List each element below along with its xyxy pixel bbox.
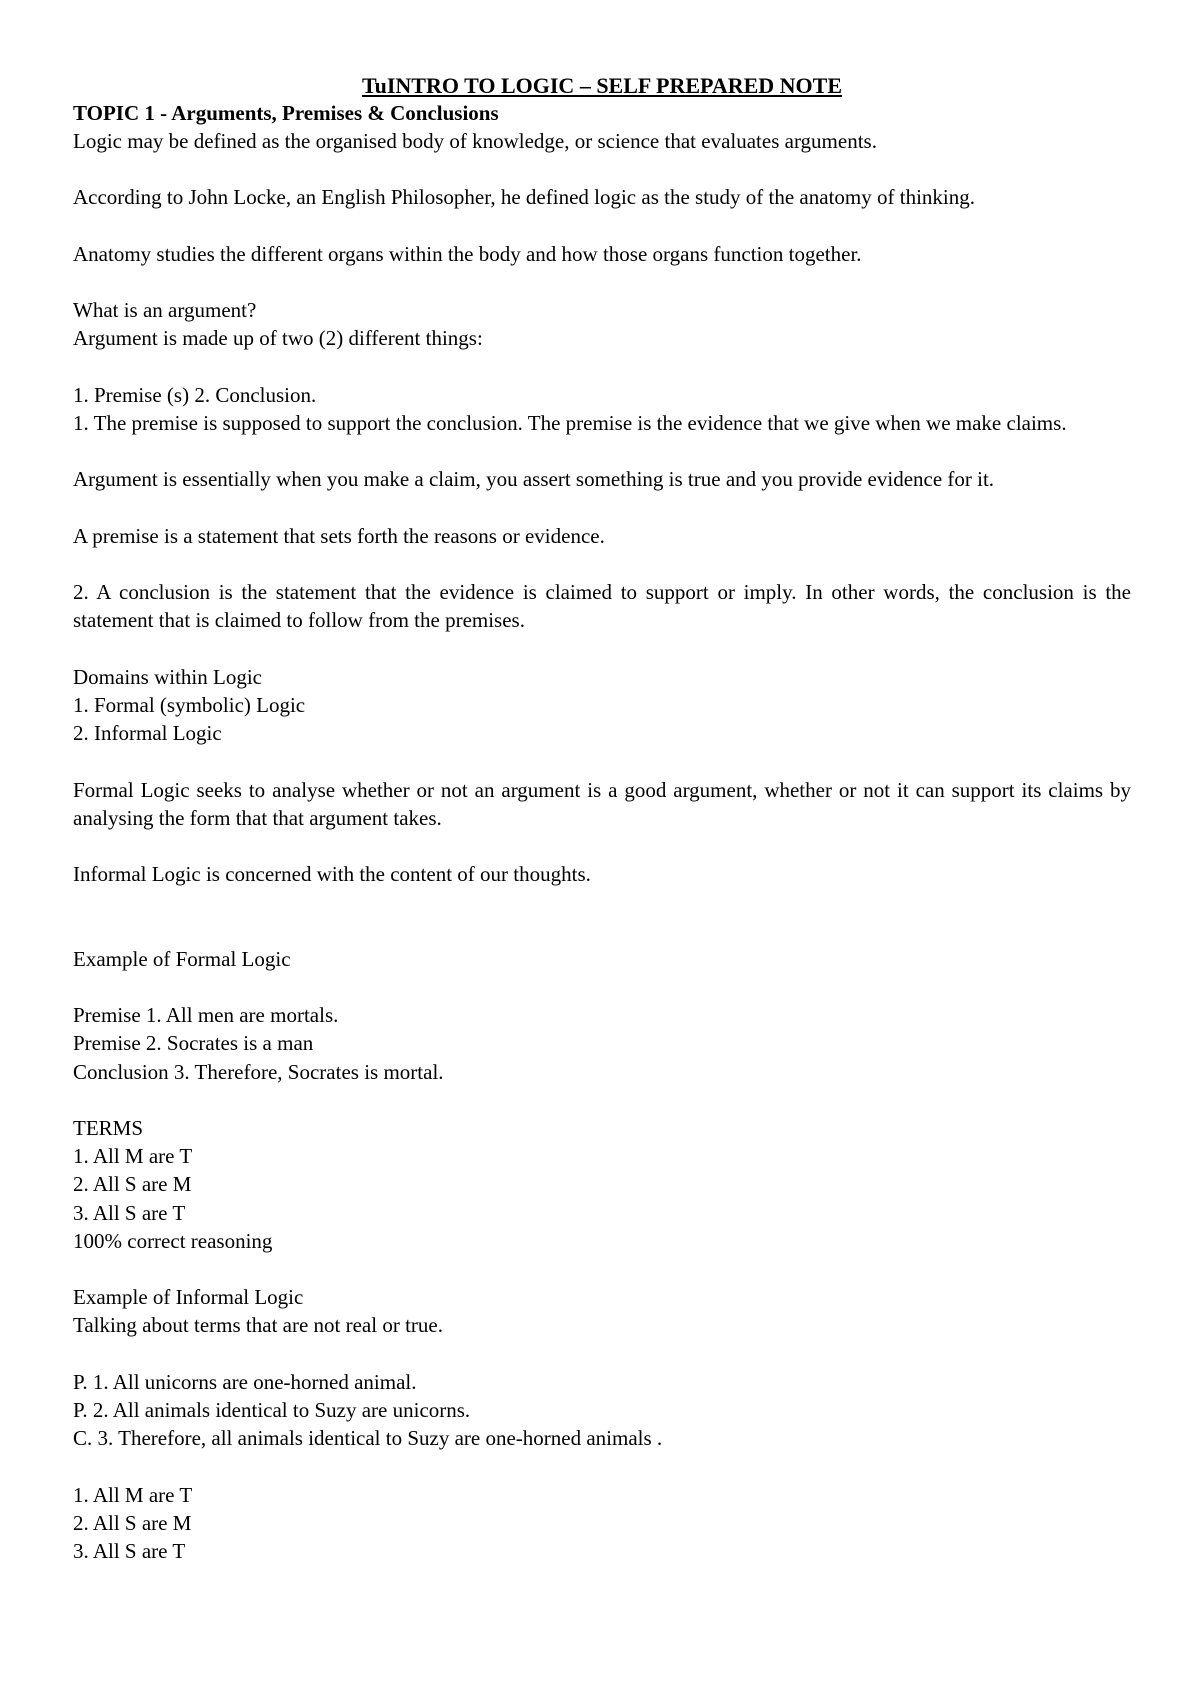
argument-essence-paragraph: Argument is essentially when you make a claim, you assert something is true and you provide evidence for it. <box>73 467 995 492</box>
anatomy-paragraph: Anatomy studies the different organs within the body and how those organs function together. <box>73 241 862 266</box>
argument-parts-intro: Argument is made up of two (2) different things: <box>73 326 483 351</box>
topic-heading: TOPIC 1 - Arguments, Premises & Conclusions <box>73 101 499 125</box>
conclusion-definition-paragraph: 2. A conclusion is the statement that the evidence is claimed to support or imply. In other words, the conclusion is the statement that is claimed to follow from the premises. <box>73 580 1131 633</box>
terms-line: 3. All S are T <box>73 1200 186 1225</box>
informal-terms-line: 3. All S are T <box>73 1538 186 1563</box>
domain-item: 2. Informal Logic <box>73 721 222 746</box>
formal-logic-description: Formal Logic seeks to analyse whether or not an argument is a good argument, whether or not it can support its claims by analysing the form that that argument takes. <box>73 777 1131 830</box>
terms-heading: TERMS <box>73 1115 144 1140</box>
informal-example-heading: Example of Informal Logic <box>73 1285 304 1310</box>
premise-definition: A premise is a statement that sets forth the reasons or evidence. <box>73 523 605 548</box>
locke-definition: According to John Locke, an English Philosopher, he defined logic as the study of the anatomy of thinking. <box>73 185 975 210</box>
informal-example-line: P. 2. All animals identical to Suzy are unicorns. <box>73 1397 471 1422</box>
formal-example-heading: Example of Formal Logic <box>73 946 291 971</box>
formal-example-line: Conclusion 3. Therefore, Socrates is mortal. <box>73 1059 444 1084</box>
document-body <box>73 72 1131 1565</box>
formal-example-line: Premise 1. All men are mortals. <box>73 1003 339 1028</box>
terms-line: 2. All S are M <box>73 1172 192 1197</box>
domain-item: 1. Formal (symbolic) Logic <box>73 692 306 717</box>
informal-terms-line: 2. All S are M <box>73 1510 192 1535</box>
domains-heading: Domains within Logic <box>73 664 262 689</box>
logic-definition: Logic may be defined as the organised body of knowledge, or science that evaluates arguments. <box>73 129 877 153</box>
argument-question: What is an argument? <box>73 298 257 323</box>
informal-logic-description: Informal Logic is concerned with the content of our thoughts. <box>73 862 591 887</box>
premise-support-paragraph: 1. The premise is supposed to support the conclusion. The premise is the evidence that we give when we make claims. <box>73 410 1067 435</box>
formal-example-line: Premise 2. Socrates is a man <box>73 1031 314 1056</box>
informal-example-note: Talking about terms that are not real or true. <box>73 1313 443 1338</box>
informal-terms-line: 1. All M are T <box>73 1482 193 1507</box>
informal-example-line: P. 1. All unicorns are one-horned animal. <box>73 1369 417 1394</box>
document-title: TuINTRO TO LOGIC – SELF PREPARED NOTE <box>361 73 843 98</box>
argument-parts: 1. Premise (s) 2. Conclusion. <box>73 382 317 407</box>
informal-example-line: C. 3. Therefore, all animals identical to Suzy are one-horned animals . <box>73 1426 663 1451</box>
terms-line: 1. All M are T <box>73 1144 193 1169</box>
terms-line: 100% correct reasoning <box>73 1228 273 1253</box>
